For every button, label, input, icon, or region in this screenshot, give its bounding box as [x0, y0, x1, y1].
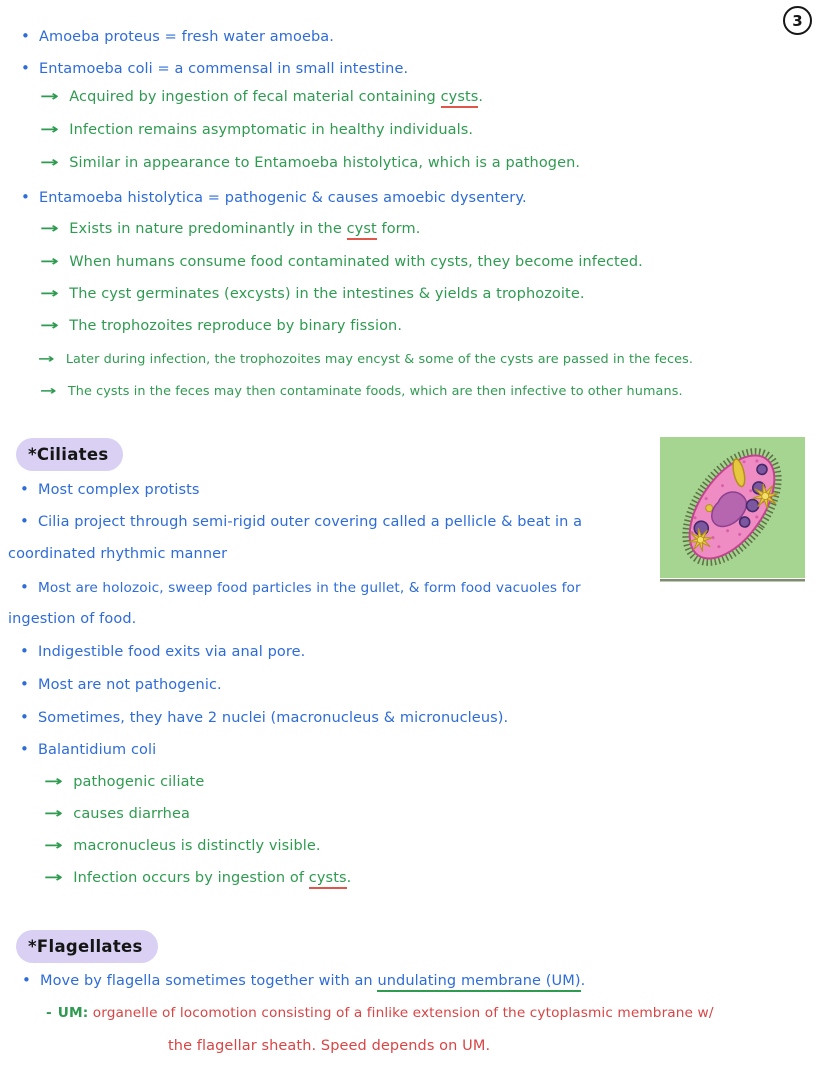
- note-text: Exists in nature predominantly in the: [69, 221, 347, 237]
- note-text: Similar in appearance to Entamoeba histolytica, which is a pathogen.: [69, 155, 581, 171]
- arrow-icon: →: [40, 384, 57, 399]
- note-text: .: [580, 973, 586, 989]
- note-line: [40, 122, 473, 138]
- note-line: [40, 221, 420, 237]
- note-text: Indigestible food exits via anal pore.: [37, 644, 306, 660]
- bullet-icon: •: [22, 971, 31, 989]
- note-line: [44, 870, 351, 886]
- note-line: [46, 1005, 714, 1021]
- note-text: The cyst germinates (excysts) in the intestines & yields a trophozoite.: [69, 286, 585, 302]
- underlined-term: undulating membrane (UM): [377, 973, 580, 992]
- bullet-icon: •: [20, 740, 29, 758]
- note-text: The trophozoites reproduce by binary fission.: [69, 318, 403, 334]
- dash-icon: -: [46, 1005, 52, 1021]
- note-text: Infection occurs by ingestion of: [73, 870, 309, 886]
- note-line: [21, 59, 408, 77]
- note-text: Infection remains asymptomatic in healthy individuals.: [69, 122, 474, 138]
- arrow-icon: →: [40, 155, 59, 171]
- note-line: [168, 1038, 490, 1054]
- underlined-term: cyst: [347, 221, 377, 240]
- note-text: form.: [376, 221, 421, 237]
- note-text: Balantidium coli: [37, 742, 157, 758]
- arrow-icon: →: [40, 221, 59, 237]
- note-text: Later during infection, the trophozoites may encyst & some of the cysts are passed in the feces.: [65, 352, 694, 367]
- note-line: [38, 352, 693, 367]
- note-line: [20, 740, 156, 758]
- arrow-icon: →: [40, 286, 59, 302]
- note-line: [40, 254, 643, 270]
- section-heading-flagellates: *Flagellates: [16, 930, 158, 963]
- note-line: [20, 675, 222, 693]
- note-text: organelle of locomotion consisting of a finlike extension of the cytoplasmic membrane w/: [88, 1005, 714, 1021]
- note-text: The cysts in the feces may then contaminate foods, which are then infective to other humans.: [67, 384, 683, 399]
- note-text: macronucleus is distinctly visible.: [73, 838, 321, 854]
- note-line: [40, 286, 585, 302]
- paramecium-illustration: [660, 437, 805, 583]
- arrow-icon: →: [40, 318, 59, 334]
- arrow-icon: →: [40, 254, 59, 270]
- note-text: Sometimes, they have 2 nuclei (macronucleus & micronucleus).: [37, 710, 509, 726]
- arrow-icon: →: [40, 122, 59, 138]
- note-text: Most are not pathogenic.: [37, 677, 222, 693]
- bullet-icon: •: [21, 188, 30, 206]
- note-line: [40, 89, 483, 105]
- note-line: [20, 642, 305, 660]
- note-text: .: [478, 89, 484, 105]
- note-line: [21, 27, 334, 45]
- note-text: causes diarrhea: [73, 806, 190, 822]
- note-line: [20, 480, 200, 498]
- note-text: Entamoeba coli = a commensal in small intestine.: [38, 61, 409, 77]
- bullet-icon: •: [21, 27, 30, 45]
- arrow-icon: →: [40, 89, 59, 105]
- note-line: [20, 708, 508, 726]
- bullet-icon: •: [20, 642, 29, 660]
- note-text: ingestion of food.: [8, 611, 137, 627]
- bullet-icon: •: [20, 512, 29, 530]
- note-text: Most are holozoic, sweep food particles in the gullet, & form food vacuoles for: [37, 580, 581, 596]
- illustration-baseline: [660, 579, 805, 582]
- note-line: [44, 806, 190, 822]
- paramecium-svg: [660, 437, 805, 583]
- note-text: Cilia project through semi-rigid outer covering called a pellicle & beat in a: [37, 514, 583, 530]
- arrow-icon: →: [44, 806, 63, 822]
- arrow-icon: →: [38, 352, 55, 367]
- note-line: [8, 546, 227, 562]
- note-line: [20, 578, 581, 596]
- note-text: Acquired by ingestion of fecal material containing: [69, 89, 441, 105]
- note-line: [40, 318, 402, 334]
- section-heading-ciliates: *Ciliates: [16, 438, 123, 471]
- note-text: .: [346, 870, 352, 886]
- bullet-icon: •: [20, 480, 29, 498]
- note-line: [22, 971, 585, 989]
- note-line: [44, 838, 321, 854]
- note-text: Entamoeba histolytica = pathogenic & causes amoebic dysentery.: [38, 190, 527, 206]
- bullet-icon: •: [21, 59, 30, 77]
- term-label: UM:: [57, 1005, 89, 1021]
- note-line: [44, 774, 204, 790]
- note-text: Move by flagella sometimes together with an: [39, 973, 378, 989]
- note-text: coordinated rhythmic manner: [8, 546, 228, 562]
- note-text: the flagellar sheath. Speed depends on UM.: [168, 1038, 491, 1054]
- bullet-icon: •: [20, 675, 29, 693]
- bullet-icon: •: [20, 708, 29, 726]
- note-text: pathogenic ciliate: [73, 774, 205, 790]
- page-number-badge: 3: [783, 6, 812, 35]
- underlined-term: cysts: [441, 89, 479, 108]
- arrow-icon: →: [44, 870, 63, 886]
- note-text: Most complex protists: [37, 482, 200, 498]
- bullet-icon: •: [20, 578, 29, 596]
- underlined-term: cysts: [309, 870, 347, 889]
- note-line: [20, 512, 582, 530]
- note-text: Amoeba proteus = fresh water amoeba.: [38, 29, 334, 45]
- note-line: [40, 155, 580, 171]
- note-line: [40, 384, 683, 399]
- note-text: When humans consume food contaminated with cysts, they become infected.: [69, 254, 643, 270]
- arrow-icon: →: [44, 774, 63, 790]
- note-line: [8, 611, 136, 627]
- note-line: [21, 188, 527, 206]
- arrow-icon: →: [44, 838, 63, 854]
